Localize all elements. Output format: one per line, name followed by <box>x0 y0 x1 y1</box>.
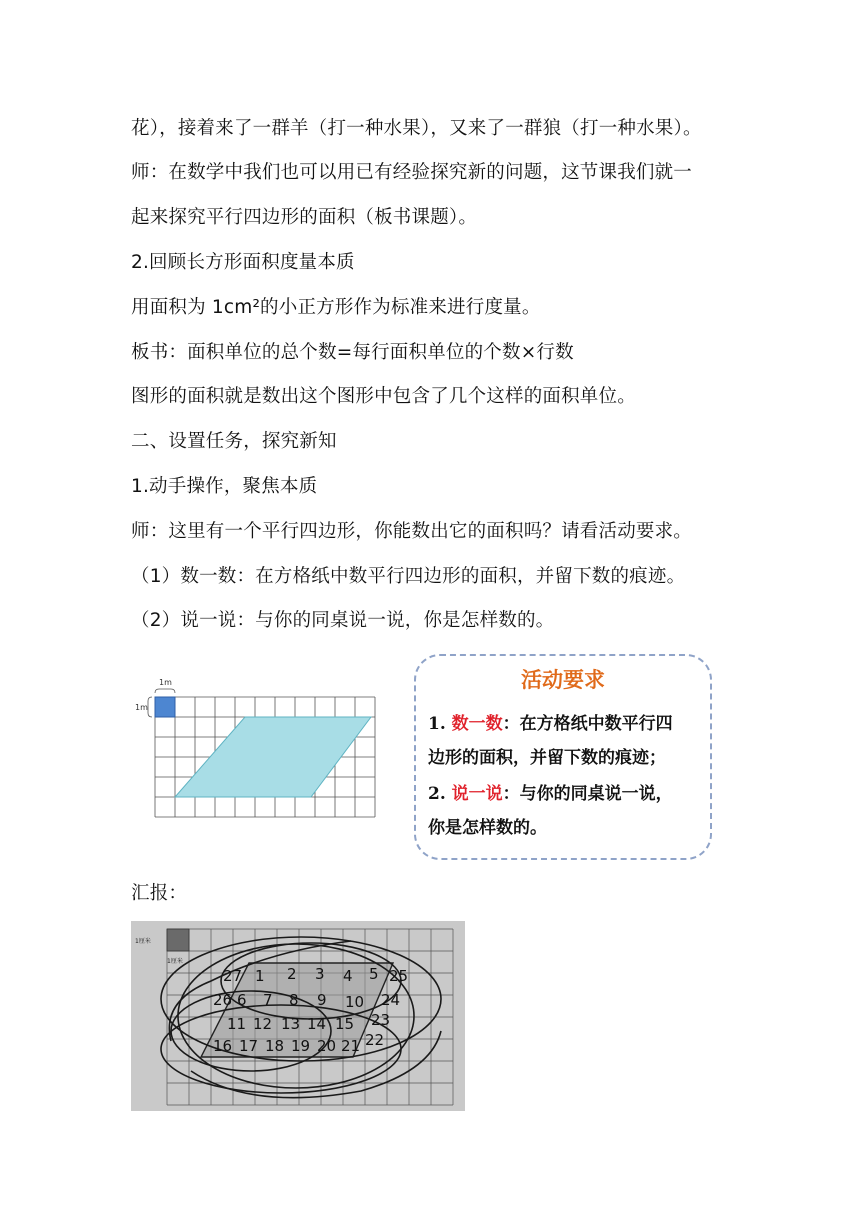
text-line-10: 师：这里有一个平行四边形，你能数出它的面积吗？请看活动要求。 <box>131 521 693 542</box>
photo-number-2: 2 <box>287 965 297 983</box>
photo-number-10: 10 <box>345 993 365 1011</box>
requirement-1-number: 1. <box>428 714 446 734</box>
text-line-1: 花），接着来了一群羊（打一种水果），又来了一群狼（打一种水果）。 <box>131 118 702 139</box>
photo-unit-label-side: 1厘米 <box>135 938 151 945</box>
photo-number-23: 23 <box>371 1011 391 1029</box>
photo-number-19: 19 <box>291 1037 311 1055</box>
requirement-1-line-1 <box>428 712 673 736</box>
section-heading-task: 二、设置任务，探究新知 <box>131 431 337 452</box>
student-work-photo <box>131 921 465 1111</box>
unit-top-label: 1m <box>159 678 172 687</box>
text-line-7: 图形的面积就是数出这个图形中包含了几个这样的面积单位。 <box>131 386 636 407</box>
photo-number-25: 25 <box>389 967 409 985</box>
unit-square <box>155 697 175 717</box>
report-label: 汇报： <box>131 883 188 904</box>
text-line-5: 用面积为 1cm²的小正方形作为标准来进行度量。 <box>131 297 541 318</box>
photo-number-4: 4 <box>343 967 353 985</box>
photo-number-7: 7 <box>263 991 273 1009</box>
unit-top-bracket <box>155 689 175 693</box>
photo-number-16: 16 <box>213 1037 233 1055</box>
photo-number-3: 3 <box>315 965 325 983</box>
text-line-12: （2）说一说：与你的同桌说一说，你是怎样数的。 <box>131 610 555 631</box>
requirement-1-text: ：在方格纸中数平行四 <box>502 714 673 734</box>
subsection-heading: 1.动手操作，聚焦本质 <box>131 476 318 497</box>
photo-number-1: 1 <box>255 967 265 985</box>
photo-unit-square <box>167 929 189 951</box>
requirement-2-line-1 <box>428 782 673 806</box>
parallelogram-grid-figure <box>131 675 395 825</box>
requirement-2-keyword: 说一说 <box>451 784 503 804</box>
requirement-2-text: ：与你的同桌说一说， <box>502 784 673 804</box>
photo-number-8: 8 <box>289 991 299 1009</box>
photo-number-22: 22 <box>365 1031 385 1049</box>
photo-number-14: 14 <box>307 1015 327 1033</box>
photo-number-20: 20 <box>317 1037 337 1055</box>
photo-number-21: 21 <box>341 1037 361 1055</box>
photo-number-9: 9 <box>317 991 327 1009</box>
photo-number-13: 13 <box>281 1015 301 1033</box>
requirement-1-keyword: 数一数 <box>451 714 503 734</box>
photo-number-12: 12 <box>253 1015 273 1033</box>
unit-left-label: 1m <box>135 703 148 712</box>
photo-number-6: 6 <box>237 991 247 1009</box>
text-line-6: 板书：面积单位的总个数=每行面积单位的个数×行数 <box>131 342 574 363</box>
photo-number-27: 27 <box>223 967 243 985</box>
text-line-11: （1）数一数：在方格纸中数平行四边形的面积，并留下数的痕迹。 <box>131 566 686 587</box>
photo-unit-label-bottom: 1厘米 <box>167 958 183 965</box>
photo-number-5: 5 <box>369 965 379 983</box>
photo-number-18: 18 <box>265 1037 285 1055</box>
requirement-2-line-2: 你是怎样数的。 <box>428 818 547 838</box>
photo-number-24: 24 <box>381 991 401 1009</box>
section-heading-review: 2.回顾长方形面积度量本质 <box>131 252 355 273</box>
text-line-2: 师：在数学中我们也可以用已有经验探究新的问题，这节课我们就一 <box>131 162 693 183</box>
requirements-title: 活动要求 <box>521 668 605 692</box>
photo-number-11: 11 <box>227 1015 247 1033</box>
photo-number-17: 17 <box>239 1037 259 1055</box>
photo-number-26: 26 <box>213 991 233 1009</box>
requirement-2-number: 2. <box>428 784 446 804</box>
unit-left-bracket <box>148 697 152 717</box>
photo-number-15: 15 <box>335 1015 355 1033</box>
activity-requirements-card <box>414 654 712 860</box>
text-line-3: 起来探究平行四边形的面积（板书课题）。 <box>131 207 478 228</box>
requirement-1-line-2: 边形的面积，并留下数的痕迹； <box>428 748 666 768</box>
